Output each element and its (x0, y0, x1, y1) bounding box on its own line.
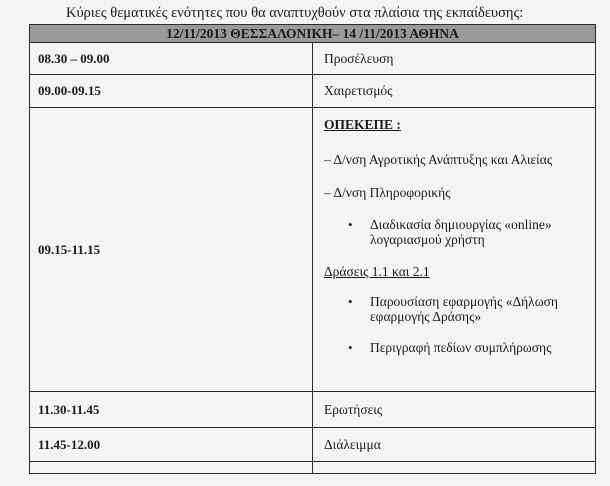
table-row (30, 43, 596, 75)
time-cell: 09.15-11.15 (30, 108, 313, 392)
intro-text: Κύριες θεματικές ενότητες που θα αναπτυχθούν στα πλαίσια της εκπαίδευσης: (66, 5, 524, 21)
bullet-text: Περιγραφή πεδίων συμπλήρωσης (370, 340, 552, 355)
actions-subtitle: Δράσεις 1.1 και 2.1 (324, 264, 430, 279)
bullet-item (324, 217, 595, 247)
time-cell: 11.45-12.00 (30, 428, 313, 462)
block-line: – Δ/νση Πληροφορικής (324, 185, 451, 200)
table-row (30, 75, 596, 108)
bullet-icon: • (348, 217, 353, 232)
description-cell-empty (313, 462, 596, 474)
description-cell: Χαιρετισμός (313, 75, 596, 108)
table-row (30, 108, 596, 392)
table-header-row (30, 25, 596, 43)
description-cell: Ερωτήσεις (313, 392, 596, 428)
time-cell: 11.30-11.45 (30, 392, 313, 428)
table-row (30, 392, 596, 428)
date-header: 12/11/2013 ΘΕΣΣΑΛΟΝΙΚΗ– 14 /11/2013 ΑΘΗΝΑ (30, 25, 596, 43)
description-cell (313, 108, 596, 392)
time-cell: 08.30 – 09.00 (30, 43, 313, 75)
bullet-item (324, 340, 595, 355)
table-row (30, 428, 596, 462)
time-cell-empty (30, 462, 313, 474)
description-cell: Προσέλευση (313, 43, 596, 75)
agenda-table (29, 24, 596, 474)
description-cell: Διάλειμμα (313, 428, 596, 462)
bullet-icon: • (348, 294, 353, 309)
block-line: – Δ/νση Αγροτικής Ανάπτυξης και Αλιείας (324, 152, 553, 167)
bullet-text: Παρουσίαση εφαρμογής «Δήλωση εφαρμογής Δράσης» (370, 294, 558, 324)
table-row-partial (30, 462, 596, 474)
block-title-text: ΟΠΕΚΕΠΕ (324, 117, 394, 132)
bullet-text: Διαδικασία δημιουργίας «online» λογαριασμού χρήστη (370, 217, 552, 247)
block-title (324, 116, 595, 133)
bullet-item (324, 294, 595, 324)
time-cell: 09.00-09.15 (30, 75, 313, 108)
block-title-suffix: : (393, 117, 401, 132)
bullet-icon: • (348, 340, 353, 355)
